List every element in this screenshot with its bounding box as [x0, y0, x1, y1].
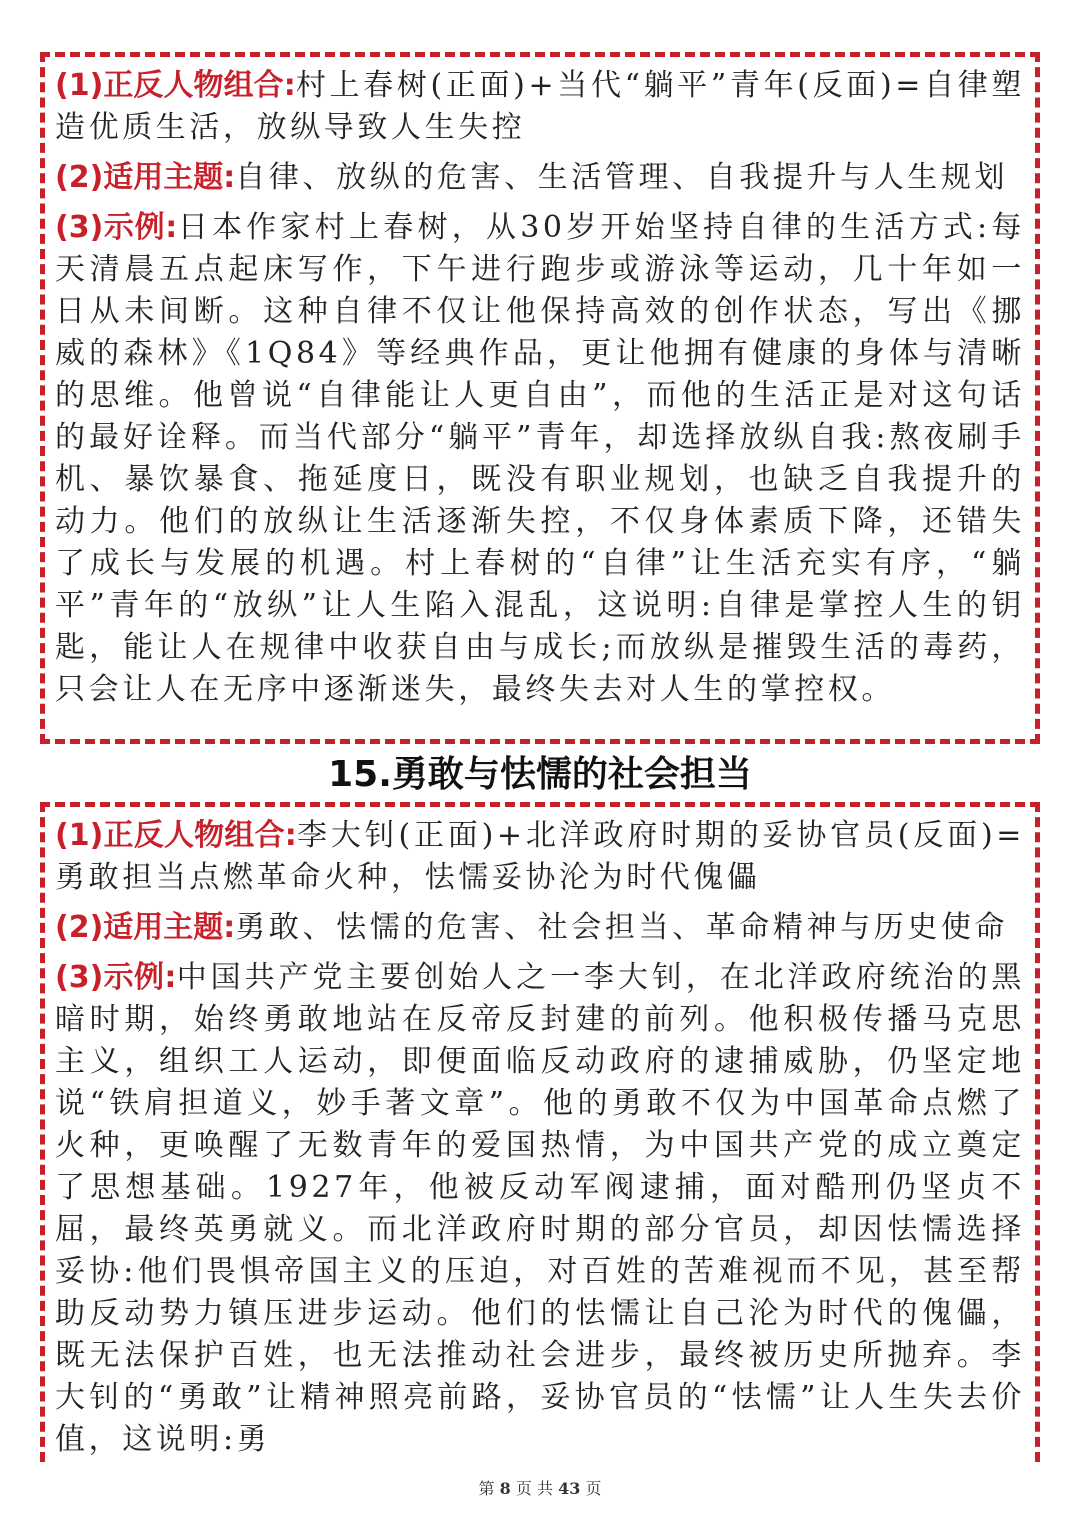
- theme-text: 自律、放纵的危害、生活管理、自我提升与人生规划: [235, 160, 1009, 195]
- example-paragraph: [55, 957, 1025, 1461]
- example-label: (3)示例:: [55, 960, 177, 995]
- combo-text: 李大钊(正面)+北洋政府时期的妥协官员(反面)=勇敢担当点燃革命火种，怯懦妥协沦为时代傀儡: [55, 818, 1025, 895]
- footer-prefix: 第: [478, 1479, 495, 1498]
- theme-label: (2)适用主题:: [55, 910, 236, 945]
- footer-suffix: 页: [585, 1479, 602, 1498]
- combo-paragraph: [55, 815, 1025, 899]
- combo-paragraph: [55, 65, 1025, 149]
- theme-paragraph: [55, 907, 1025, 949]
- section-box-2: [40, 802, 1040, 1462]
- theme-label: (2)适用主题:: [55, 160, 236, 195]
- combo-label: (1)正反人物组合:: [55, 818, 297, 853]
- page-number: 8: [499, 1479, 511, 1498]
- section-box-1: [40, 52, 1040, 744]
- section-heading: 15.勇敢与怯懦的社会担当: [328, 754, 752, 795]
- example-paragraph: [55, 207, 1025, 711]
- combo-label: (1)正反人物组合:: [55, 68, 296, 103]
- page-footer: [0, 1476, 1080, 1499]
- example-text: 中国共产党主要创始人之一李大钊，在北洋政府统治的黑暗时期，始终勇敢地站在反帝反封建的前列。他积极传播马克思主义，组织工人运动，即便面临反动政府的逮捕威胁，仍坚定地说“铁肩担道义，妙手著文章”。他的勇敢不仅为中国革命点燃了火种，更唤醒了无数青年的爱国热情，为中国共产党的成立奠定了思想基础。1927年，他被反动军阀逮捕，面对酷刑仍坚贞不屈，最终英勇就义。而北洋政府时期的部分官员，却因怯懦选择妥协:他们畏惧帝国主义的压迫，对百姓的苦难视而不见，甚至帮助反动势力镇压进步运动。他们的怯懦让自己沦为时代的傀儡，既无法保护百姓，也无法推动社会进步，最终被历史所抛弃。李大钊的“勇敢”让精神照亮前路，妥协官员的“怯懦”让人生失去价值，这说明:勇: [55, 960, 1026, 1457]
- footer-middle: 页 共: [515, 1479, 553, 1498]
- example-label: (3)示例:: [55, 210, 178, 245]
- total-pages: 43: [558, 1479, 581, 1498]
- combo-text: 村上春树(正面)+当代“躺平”青年(反面)=自律塑造优质生活，放纵导致人生失控: [55, 68, 1025, 145]
- theme-paragraph: [55, 157, 1025, 199]
- theme-text: 勇敢、怯懦的危害、社会担当、革命精神与历史使命: [235, 910, 1009, 945]
- example-text: 日本作家村上春树，从30岁开始坚持自律的生活方式:每天清晨五点起床写作，下午进行跑步或游泳等运动，几十年如一日从未间断。这种自律不仅让他保持高效的创作状态，写出《挪威的森林》《1Q84》等经典作品，更让他拥有健康的身体与清晰的思维。他曾说“自律能让人更自由”，而他的生活正是对这句话的最好诠释。而当代部分“躺平”青年，却选择放纵自我:熬夜刷手机、暴饮暴食、拖延度日，既没有职业规划，也缺乏自我提升的动力。他们的放纵让生活逐渐失控，不仅身体素质下降，还错失了成长与发展的机遇。村上春树的“自律”让生活充实有序，“躺平”青年的“放纵”让人生陷入混乱，这说明:自律是掌控人生的钥匙，能让人在规律中收获自由与成长;而放纵是摧毁生活的毒药，只会让人在无序中逐渐迷失，最终失去对人生的掌控权。: [55, 210, 1025, 707]
